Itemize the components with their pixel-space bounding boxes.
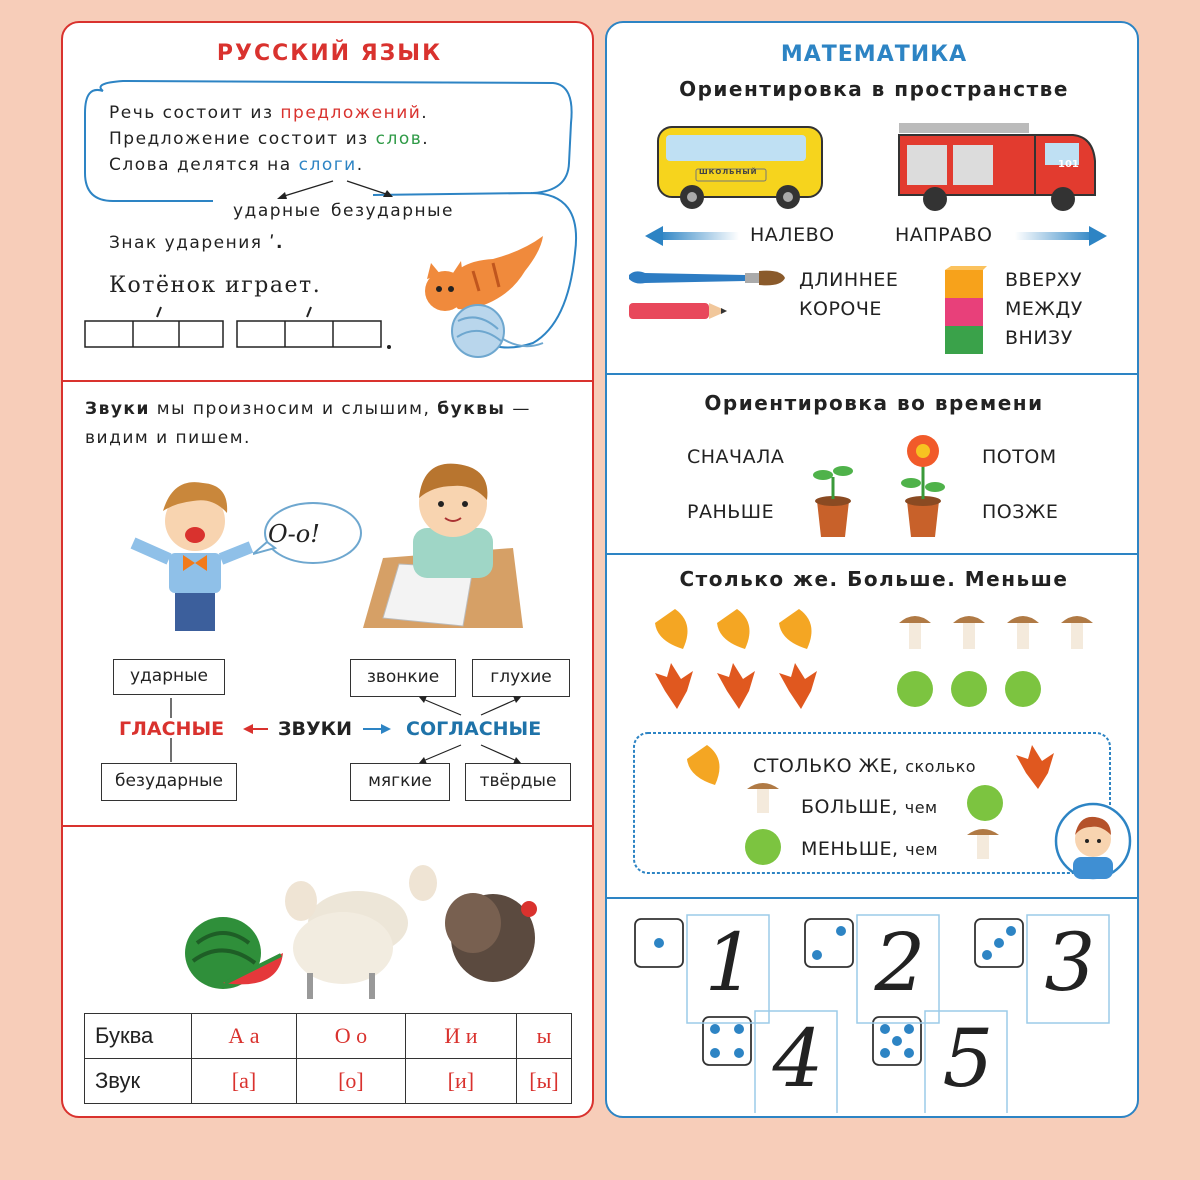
digit-3: 3 xyxy=(1044,916,1096,1009)
right-label: НАПРАВО xyxy=(895,224,993,246)
stressed-label: ударные xyxy=(233,201,322,221)
space-title: Ориентировка в пространстве xyxy=(679,77,1069,101)
letter-cell: И и xyxy=(405,1014,516,1059)
longer-label: ДЛИННЕЕ xyxy=(799,269,899,291)
earlier-label: РАНЬШЕ xyxy=(687,501,775,523)
sound-cell: [и] xyxy=(405,1059,516,1104)
time-title: Ориентировка во времени xyxy=(704,391,1044,415)
same-phrase: СТОЛЬКО ЖЕ, сколько xyxy=(753,755,977,777)
letters-sounds-table xyxy=(84,1013,572,1104)
sound-cell: [а] xyxy=(192,1059,297,1104)
sounds-intro-line2: видим и пишем. xyxy=(85,428,251,448)
later-label: ПОЗЖЕ xyxy=(982,501,1059,523)
rule-1: Речь состоит из предложений. xyxy=(109,103,429,123)
digit-5: 5 xyxy=(942,1012,994,1105)
unstressed-label: безударные xyxy=(331,201,455,221)
sounds-intro: Звуки мы произносим и слышим, буквы — xyxy=(85,399,531,419)
boy-speaking-illustration xyxy=(123,463,263,638)
plant-growth-illustration xyxy=(807,431,957,541)
hard-box: твёрдые xyxy=(465,763,571,801)
direction-arrows xyxy=(645,221,1115,251)
between-label: МЕЖДУ xyxy=(1005,298,1083,320)
math-panel xyxy=(605,21,1139,1118)
stressed-box: ударные xyxy=(113,659,225,695)
bottom-label: ВНИЗУ xyxy=(1005,327,1073,349)
letter-cell: О о xyxy=(297,1014,406,1059)
math-title: МАТЕМАТИКА xyxy=(780,42,968,67)
stacked-cubes-illustration xyxy=(943,266,987,358)
letter-cell: А а xyxy=(192,1014,297,1059)
brush-pencil-illustration xyxy=(625,265,790,325)
soft-box: мягкие xyxy=(350,763,450,801)
boy-avatar xyxy=(1053,801,1133,881)
digit-1: 1 xyxy=(704,916,756,1009)
unstressed-box: безударные xyxy=(101,763,237,801)
row-label-sound: Звук xyxy=(85,1059,192,1104)
kitten-illustration xyxy=(413,211,553,361)
letter-cell: ы xyxy=(517,1014,572,1059)
stress-mark-line: Знак ударения ʹ. xyxy=(109,233,284,253)
top-label: ВВЕРХУ xyxy=(1005,269,1083,291)
digit-4: 4 xyxy=(772,1012,824,1105)
sentence-scheme xyxy=(83,301,403,356)
compare-title: Столько же. Больше. Меньше xyxy=(679,567,1069,591)
row-label-letter: Буква xyxy=(85,1014,192,1059)
counting-illustration xyxy=(647,605,1107,715)
sentence: Котёнок играет. xyxy=(109,273,322,298)
more-phrase: БОЛЬШЕ, чем xyxy=(801,796,938,818)
first-label: СНАЧАЛА xyxy=(687,446,785,468)
russian-title: РУССКИЙ ЯЗЫК xyxy=(216,41,443,66)
vowels-label: ГЛАСНЫЕ xyxy=(119,718,225,740)
speech-bubble-text: О-о! xyxy=(268,520,320,548)
bus-label: ШКОЛЬНЫЙ xyxy=(699,168,758,176)
then-label: ПОТОМ xyxy=(982,446,1057,468)
consonants-label: СОГЛАСНЫЕ xyxy=(406,718,542,740)
less-phrase: МЕНЬШЕ, чем xyxy=(801,838,939,860)
voiced-box: звонкие xyxy=(350,659,456,697)
diagram-arrows xyxy=(63,623,594,823)
boy-writing-illustration xyxy=(353,448,533,633)
digit-2: 2 xyxy=(874,916,926,1009)
rule-3: Слова делятся на слоги. xyxy=(109,155,364,175)
russian-panel xyxy=(61,21,594,1118)
voiceless-box: глухие xyxy=(472,659,570,697)
left-label: НАЛЕВО xyxy=(750,224,835,246)
animals-illustration xyxy=(183,843,543,1003)
rule-2: Предложение состоит из слов. xyxy=(109,129,430,149)
sound-cell: [ы] xyxy=(517,1059,572,1104)
sound-cell: [о] xyxy=(297,1059,406,1104)
truck-number: 101 xyxy=(1058,159,1079,170)
sounds-label: ЗВУКИ xyxy=(278,718,353,740)
shorter-label: КОРОЧЕ xyxy=(799,298,882,320)
